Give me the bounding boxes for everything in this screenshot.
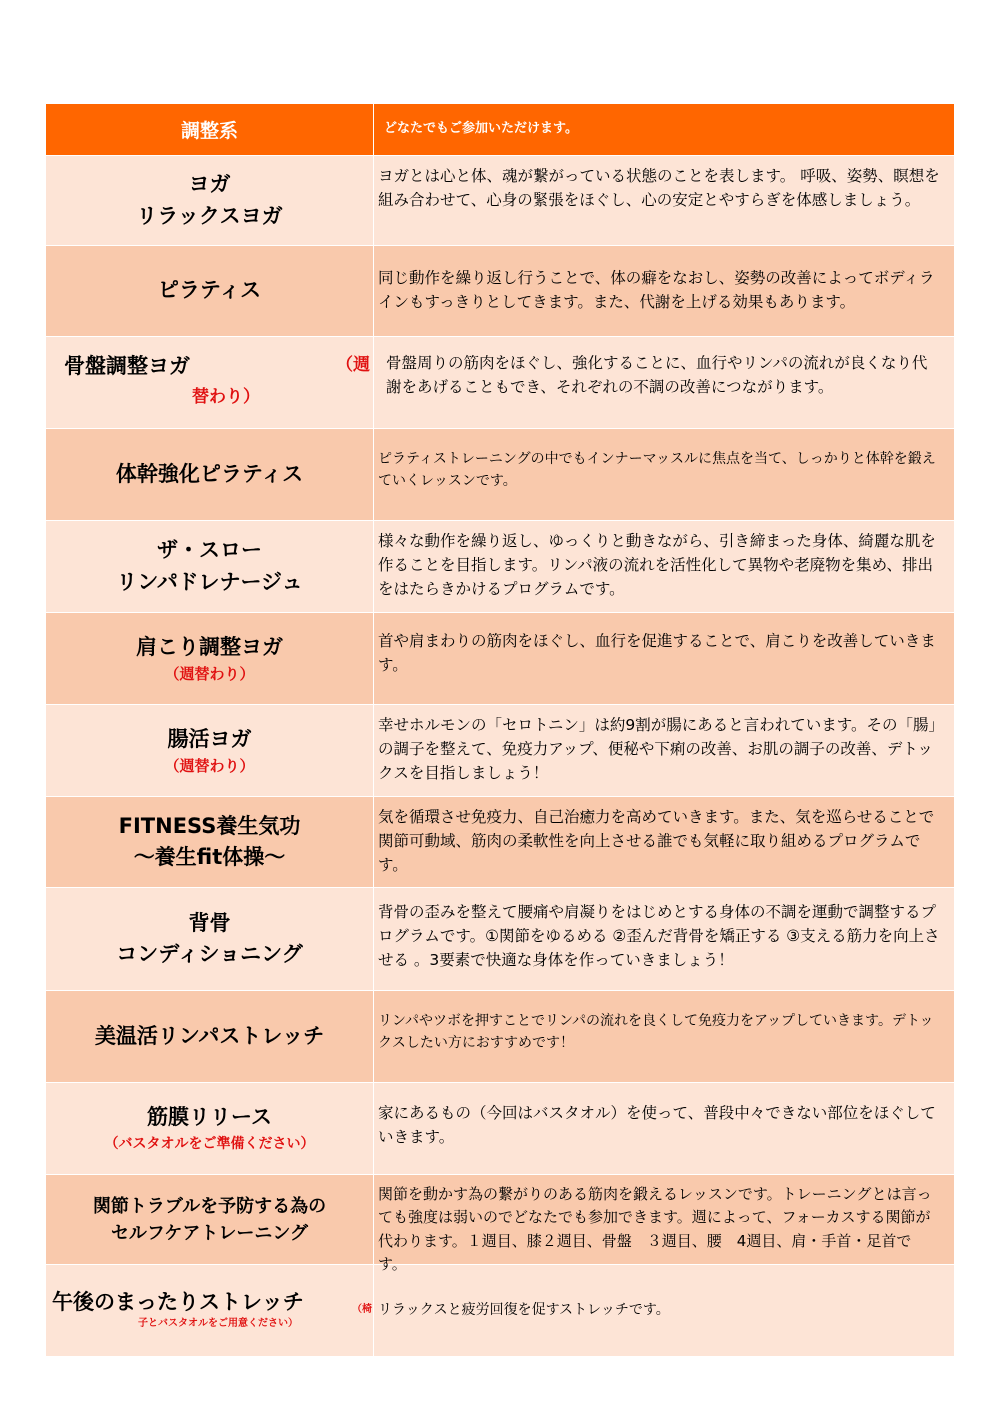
class-description <box>374 246 954 336</box>
description-text: 骨盤周りの筋肉をほぐし、強化することに、血行やリンパの流れが良くなり代謝をあげることもでき、それぞれの不調の改善につながります。 <box>386 354 928 397</box>
table-row <box>46 429 954 521</box>
class-name-cell <box>46 246 374 336</box>
table-row <box>46 246 954 337</box>
class-name-cell <box>46 797 374 887</box>
class-name-line: 筋膜リリース <box>147 1105 272 1130</box>
class-name-line: 腸活ヨガ <box>167 726 252 751</box>
class-description <box>374 429 954 520</box>
table-row <box>46 613 954 705</box>
class-description <box>374 613 954 704</box>
category-title: 調整系 <box>180 120 238 142</box>
class-sub-label: （週 <box>336 355 370 375</box>
class-description <box>374 1175 954 1274</box>
class-description <box>374 705 954 796</box>
class-name-line: ピラティス <box>157 278 262 303</box>
class-description <box>374 521 954 612</box>
class-name-cell <box>46 156 374 245</box>
table-row <box>46 991 954 1083</box>
description-text: ヨガとは心と体、魂が繋がっている状態のことを表します。 呼吸、姿勢、瞑想を組み合わせて、心身の緊張をほぐし、心の安定とやすらぎを体感しましょう。 <box>378 167 940 210</box>
class-name-cell <box>46 429 374 520</box>
class-name-line: 背骨 <box>188 910 231 935</box>
class-name-cell <box>46 888 374 990</box>
table-row <box>46 888 954 991</box>
class-name-cell <box>46 991 374 1082</box>
class-name-line: 骨盤調整ヨガ <box>64 354 190 378</box>
class-description <box>374 797 954 887</box>
description-text: 気を循環させ免疫力、自己治癒力を高めていきます。また、気を巡らせることで関節可動域、筋肉の柔軟性を向上させる誰でも気軽に取り組めるプログラムです。 <box>378 808 935 875</box>
class-name-cell <box>46 705 374 796</box>
class-description <box>374 1083 954 1174</box>
class-sub-label: （週替わり） <box>164 757 255 775</box>
class-name-line: リラックスヨガ <box>136 203 283 228</box>
class-name-cell <box>46 337 374 428</box>
description-text: リンパやツボを押すことでリンパの流れを良くして免疫力をアップしていきます。デトックスしたい方におすすめです！ <box>378 1013 934 1051</box>
class-name-line: ザ・スロー <box>157 538 262 562</box>
class-sub-label: （椅 <box>352 1304 372 1315</box>
description-text: リラックスと疲労回復を促すストレッチです。 <box>378 1301 670 1318</box>
class-name-cell <box>46 521 374 612</box>
header-note <box>374 104 954 155</box>
class-name-cell <box>46 613 374 704</box>
class-name-line: 午後のまったりストレッチ <box>52 1290 304 1314</box>
class-name-line: FITNESS養生気功 <box>118 813 301 838</box>
description-text: 家にあるもの（今回はバスタオル）を使って、普段中々できない部位をほぐしていきます。 <box>378 1104 936 1147</box>
class-table <box>46 104 954 1357</box>
class-name-line: リンパドレナージュ <box>116 569 303 594</box>
class-name-line: ヨガ <box>188 172 231 196</box>
table-row <box>46 1083 954 1175</box>
class-name-cell <box>46 1083 374 1174</box>
class-sub-label: （週替わり） <box>164 665 255 683</box>
class-name-cell <box>46 1265 374 1356</box>
class-description <box>374 991 954 1082</box>
description-text: 背骨の歪みを整えて腰痛や肩凝りをはじめとする身体の不調を運動で調整するプログラムです。①関節をゆるめる ②歪んだ背骨を矯正する ③支える筋力を向上させる 。3要素で快適な身体を作っていきましょう！ <box>378 903 940 970</box>
table-row <box>46 797 954 888</box>
description-text: 関節を動かす為の繋がりのある筋肉を鍛えるレッスンです。トレーニングとは言っても強度は弱いのでどなたでも参加できます。週によって、フォーカスする関節が代わります。１週目、膝２週目、骨盤 ３週目、腰 4週目、肩・手首・足首です。 <box>378 1185 932 1274</box>
description-text: 幸せホルモンの「セロトニン」は約9割が腸にあると言われています。その「腸」の調子を整えて、免疫力アップ、便秘や下痢の改善、お肌の調子の改善、デトックスを目指しましょう！ <box>378 716 937 783</box>
class-description <box>374 1265 954 1356</box>
table-row <box>46 1265 954 1357</box>
class-description <box>374 156 954 245</box>
class-name-line: コンディショニング <box>116 942 303 966</box>
class-description <box>374 888 954 990</box>
description-text: 同じ動作を繰り返し行うことで、体の癖をなおし、姿勢の改善によってボディラインもすっきりとしてきます。また、代謝を上げる効果もあります。 <box>378 269 935 312</box>
class-name-line: 美温活リンパストレッチ <box>94 1023 325 1048</box>
table-row <box>46 521 954 613</box>
class-sub-label: （バスタオルをご準備ください） <box>104 1135 315 1152</box>
class-name-line: 肩こり調整ヨガ <box>136 634 283 659</box>
header-note-text: どなたでもご参加いただけます。 <box>384 121 578 137</box>
description-text: 首や肩まわりの筋肉をほぐし、血行を促進することで、肩こりを改善していきます。 <box>378 632 936 675</box>
class-sub-label: 替わり） <box>192 387 260 407</box>
description-text: 様々な動作を繰り返し、ゆっくりと動きながら、引き締まった身体、綺麗な肌を作ることを目指します。リンパ液の流れを活性化して異物や老廃物を集め、排出をはたらきかけるプログラムです。 <box>378 532 936 599</box>
class-name-line: 関節トラブルを予防する為の <box>92 1195 327 1217</box>
class-name-line: 体幹強化ピラティス <box>115 461 304 486</box>
class-description <box>374 337 954 428</box>
class-sub-label: 子とバスタオルをご用意ください） <box>138 1318 298 1329</box>
class-name-line: セルフケアトレーニング <box>110 1222 309 1244</box>
table-row <box>46 337 954 429</box>
table-row <box>46 705 954 797</box>
description-text: ピラティストレーニングの中でもインナーマッスルに焦点を当て、しっかりと体幹を鍛えていくレッスンです。 <box>378 451 936 489</box>
table-header <box>46 104 954 156</box>
table-row <box>46 1175 954 1274</box>
class-name-line: ～養生fit体操～ <box>133 845 286 869</box>
header-category <box>46 104 374 155</box>
class-name-cell <box>46 1175 374 1264</box>
table-row <box>46 156 954 246</box>
